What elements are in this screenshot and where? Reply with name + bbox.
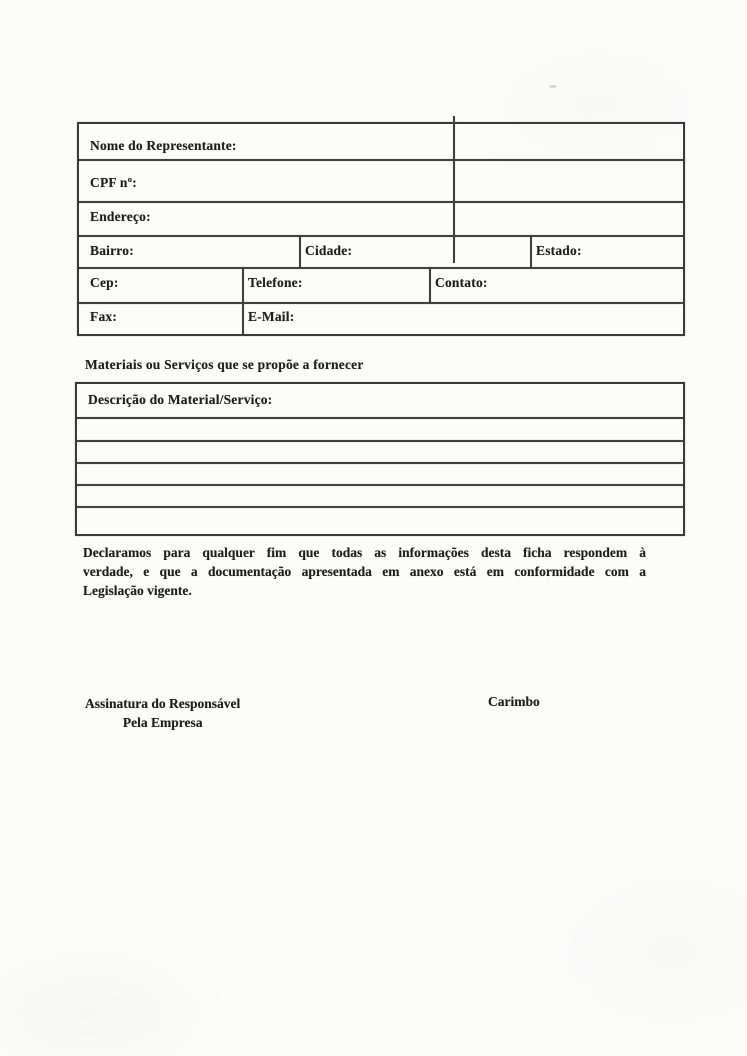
telefone-label: Telefone: xyxy=(248,275,303,290)
contato-label: Contato: xyxy=(435,275,488,290)
representative-info-table xyxy=(77,122,685,336)
declaration-line: verdade, e que a documentação apresentada em anexo está em conformidade com a xyxy=(83,563,646,579)
assinatura-line2: Pela Empresa xyxy=(122,715,203,730)
cpf-value-area xyxy=(455,159,683,201)
estado-label: Estado: xyxy=(536,243,582,258)
material-row-blank xyxy=(77,506,681,534)
material-row-blank xyxy=(77,462,681,484)
cpf-label: CPF nº: xyxy=(90,175,137,190)
material-row-blank xyxy=(77,484,681,506)
fax-label: Fax: xyxy=(90,309,118,324)
declaration-line: Declaramos para qualquer fim que todas as informações desta ficha respondem à xyxy=(83,545,646,560)
bairro-cidade-separator xyxy=(299,235,301,267)
declaration-line: Legislação vigente. xyxy=(83,582,192,598)
row-separator xyxy=(79,302,683,304)
signature-label-block xyxy=(85,694,240,732)
cidade-value-area xyxy=(455,235,530,267)
row-separator xyxy=(79,235,683,237)
carimbo-label: Carimbo xyxy=(488,694,540,709)
endereco-value-area xyxy=(455,201,683,235)
cidade-label: Cidade: xyxy=(305,243,353,258)
email-label: E-Mail: xyxy=(248,309,295,324)
cep-telefone-separator xyxy=(242,267,244,334)
assinatura-line1: Assinatura do Responsável xyxy=(85,696,241,711)
nome-representante-label: Nome do Representante: xyxy=(90,138,237,153)
materials-table xyxy=(75,382,685,536)
estado-separator xyxy=(530,235,532,267)
endereco-label: Endereço: xyxy=(90,209,151,224)
declaration-paragraph xyxy=(83,544,646,600)
materials-section-heading: Materiais ou Serviços que se propõe a fornecer xyxy=(85,357,364,372)
material-row-blank xyxy=(77,417,681,440)
row-separator xyxy=(79,267,683,269)
cep-label: Cep: xyxy=(90,275,119,290)
telefone-contato-separator xyxy=(429,267,431,302)
descricao-header-label: Descrição do Material/Serviço: xyxy=(88,392,273,407)
scan-artifact xyxy=(549,85,557,88)
nome-value-area xyxy=(455,124,683,159)
bairro-label: Bairro: xyxy=(90,243,134,258)
material-row-blank xyxy=(77,440,681,462)
